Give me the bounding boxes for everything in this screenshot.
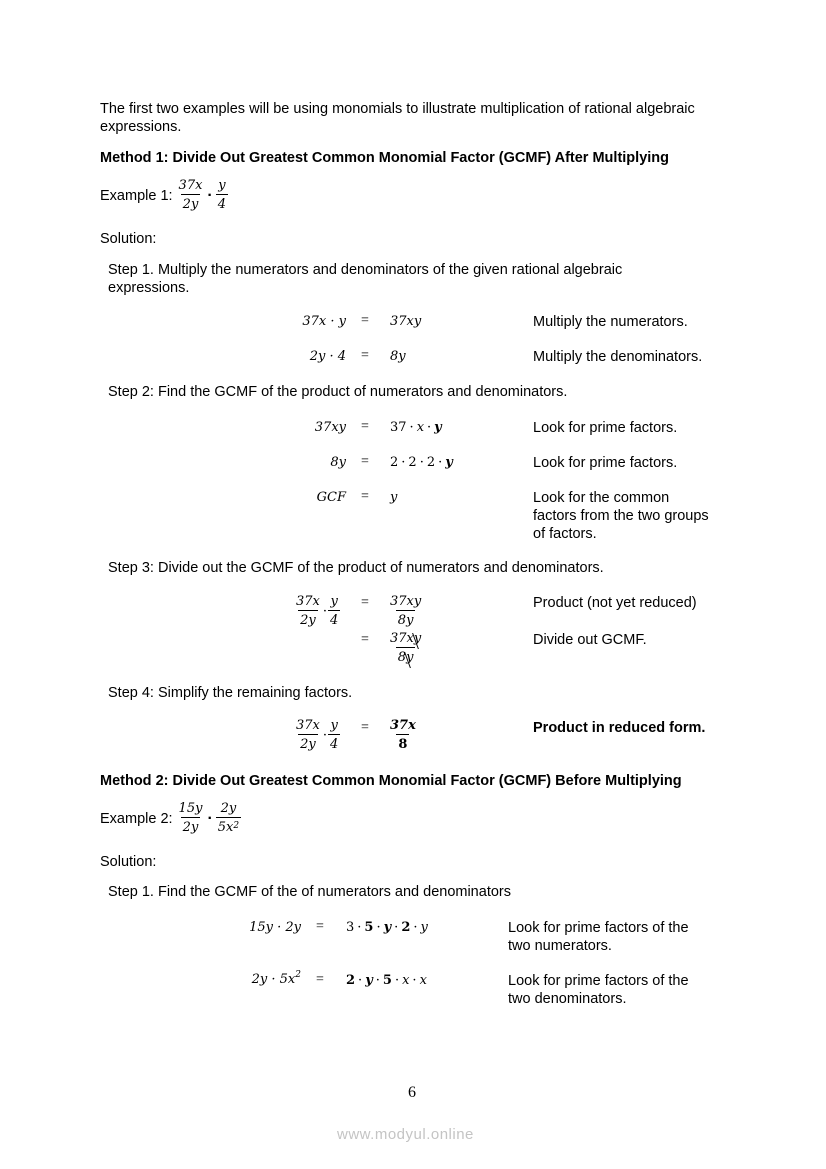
example2-label: Example 2: — [100, 810, 173, 827]
m1-s3-row2-note: Divide out GCMF. — [533, 632, 647, 648]
m2-s1-row1-lhs: 15y · 2y — [249, 920, 301, 935]
m1-s2-row2-lhs: 8y — [330, 455, 346, 470]
m1-s2-row2-eq: = — [361, 454, 369, 469]
m1-s1-row1-rhs: 37xy — [390, 314, 422, 329]
m1-s2-row1-rhs: 37 · x · y — [390, 420, 442, 435]
m1-step2-text: Step 2: Find the GCMF of the product of numerators and denominators. — [108, 384, 568, 400]
example2-fraction-2: $\frac{2y}{5x^2}$ — [217, 801, 240, 835]
m1-s1-row2-eq: = — [361, 348, 369, 363]
m1-s3-row1-rhs: $\frac{37xy}{8y}$ — [390, 594, 422, 628]
method1-heading: Method 1: Divide Out Greatest Common Monomial Factor (GCMF) After Multiplying — [100, 150, 669, 166]
m1-s2-row1-eq: = — [361, 419, 369, 434]
m1-s4-rhs: $\frac{37x}{8}$ — [390, 718, 416, 752]
m2-s1-row2-note: Look for prime factors of the two denominators. — [508, 973, 689, 1007]
multiply-dot: · — [207, 186, 213, 204]
multiply-dot: · — [207, 809, 213, 827]
m1-s4-note: Product in reduced form. — [533, 720, 706, 736]
m1-s3-row1-lhs: $\frac{37x}{2y}$ · $\frac{y}{4}$ — [296, 594, 339, 628]
watermark: www.modyul.online — [337, 1126, 474, 1143]
m2-s1-row2-eq: = — [316, 972, 324, 987]
example1-label: Example 1: — [100, 187, 173, 204]
example1-fraction-1: $\frac{37x}{2y}$ — [178, 178, 203, 212]
m1-step3-text: Step 3: Divide out the GCMF of the product of numerators and denominators. — [108, 560, 604, 576]
intro-line-1: The first two examples will be using monomials to illustrate multiplication of rational algebraic — [100, 101, 695, 117]
m1-s2-row2-rhs: 2 · 2 · 2 · y — [390, 455, 453, 470]
m2-s1-row2-lhs: $2y \cdot 5x^2$ — [251, 970, 301, 987]
m1-s1-row1-eq: = — [361, 313, 369, 328]
solution1-label: Solution: — [100, 231, 157, 247]
m1-s1-row2-lhs: 2y · 4 — [309, 349, 346, 364]
m1-step1-text: Step 1. Multiply the numerators and denominators of the given rational algebraic expressions. — [108, 262, 623, 296]
example2 — [100, 801, 241, 836]
m1-s2-row1-lhs: 37xy — [314, 420, 346, 435]
m1-s2-row1-note: Look for prime factors. — [533, 420, 678, 436]
cancelled-y: y — [406, 650, 414, 665]
m2-s1-row2-rhs: 2 · y · 5 · x · x — [346, 973, 427, 988]
m2-s1-row1-rhs: 3 · 5 · y · 2 · y — [346, 920, 428, 935]
m1-s2-row3-rhs: y — [390, 490, 398, 505]
example2-fraction-1: $\frac{15y}{2y}$ — [178, 801, 203, 835]
m2-s1-row1-note: Look for prime factors of the two numerators. — [508, 920, 689, 954]
m1-s1-row1-lhs: 37x · y — [302, 314, 346, 329]
m1-s3-row1-eq: = — [361, 595, 369, 610]
m1-s1-row1-note: Multiply the numerators. — [533, 314, 688, 330]
m1-s3-row1-note: Product (not yet reduced) — [533, 595, 697, 611]
example1 — [100, 178, 228, 213]
method2-heading: Method 2: Divide Out Greatest Common Monomial Factor (GCMF) Before Multiplying — [100, 773, 682, 789]
intro-line-2: expressions. — [100, 119, 182, 135]
m2-s1-row1-eq: = — [316, 919, 324, 934]
m1-s1-row2-note: Multiply the denominators. — [533, 349, 703, 365]
m1-s2-row3-note: Look for the common factors from the two groups of factors. — [533, 490, 709, 542]
solution2-label: Solution: — [100, 854, 157, 870]
m1-s2-row3-eq: = — [361, 489, 369, 504]
m1-s2-row3-lhs: GCF — [316, 490, 346, 505]
m1-step4-text: Step 4: Simplify the remaining factors. — [108, 685, 353, 701]
m1-s4-eq: = — [361, 720, 369, 735]
m2-step1-text: Step 1. Find the GCMF of the of numerators and denominators — [108, 884, 511, 900]
page-number: 6 — [408, 1084, 416, 1101]
intro-paragraph — [100, 100, 695, 136]
m1-s2-row2-note: Look for prime factors. — [533, 455, 678, 471]
m1-s4-lhs: $\frac{37x}{2y}$ · $\frac{y}{4}$ — [296, 718, 339, 752]
example1-fraction-2: $\frac{y}{4}$ — [217, 178, 227, 212]
cancelled-y: y — [413, 631, 422, 646]
m1-s1-row2-rhs: 8y — [390, 349, 406, 364]
m1-s3-row2-rhs: $\frac{37xy}{8y}$ — [390, 631, 422, 665]
m1-s3-row2-eq: = — [361, 632, 369, 647]
